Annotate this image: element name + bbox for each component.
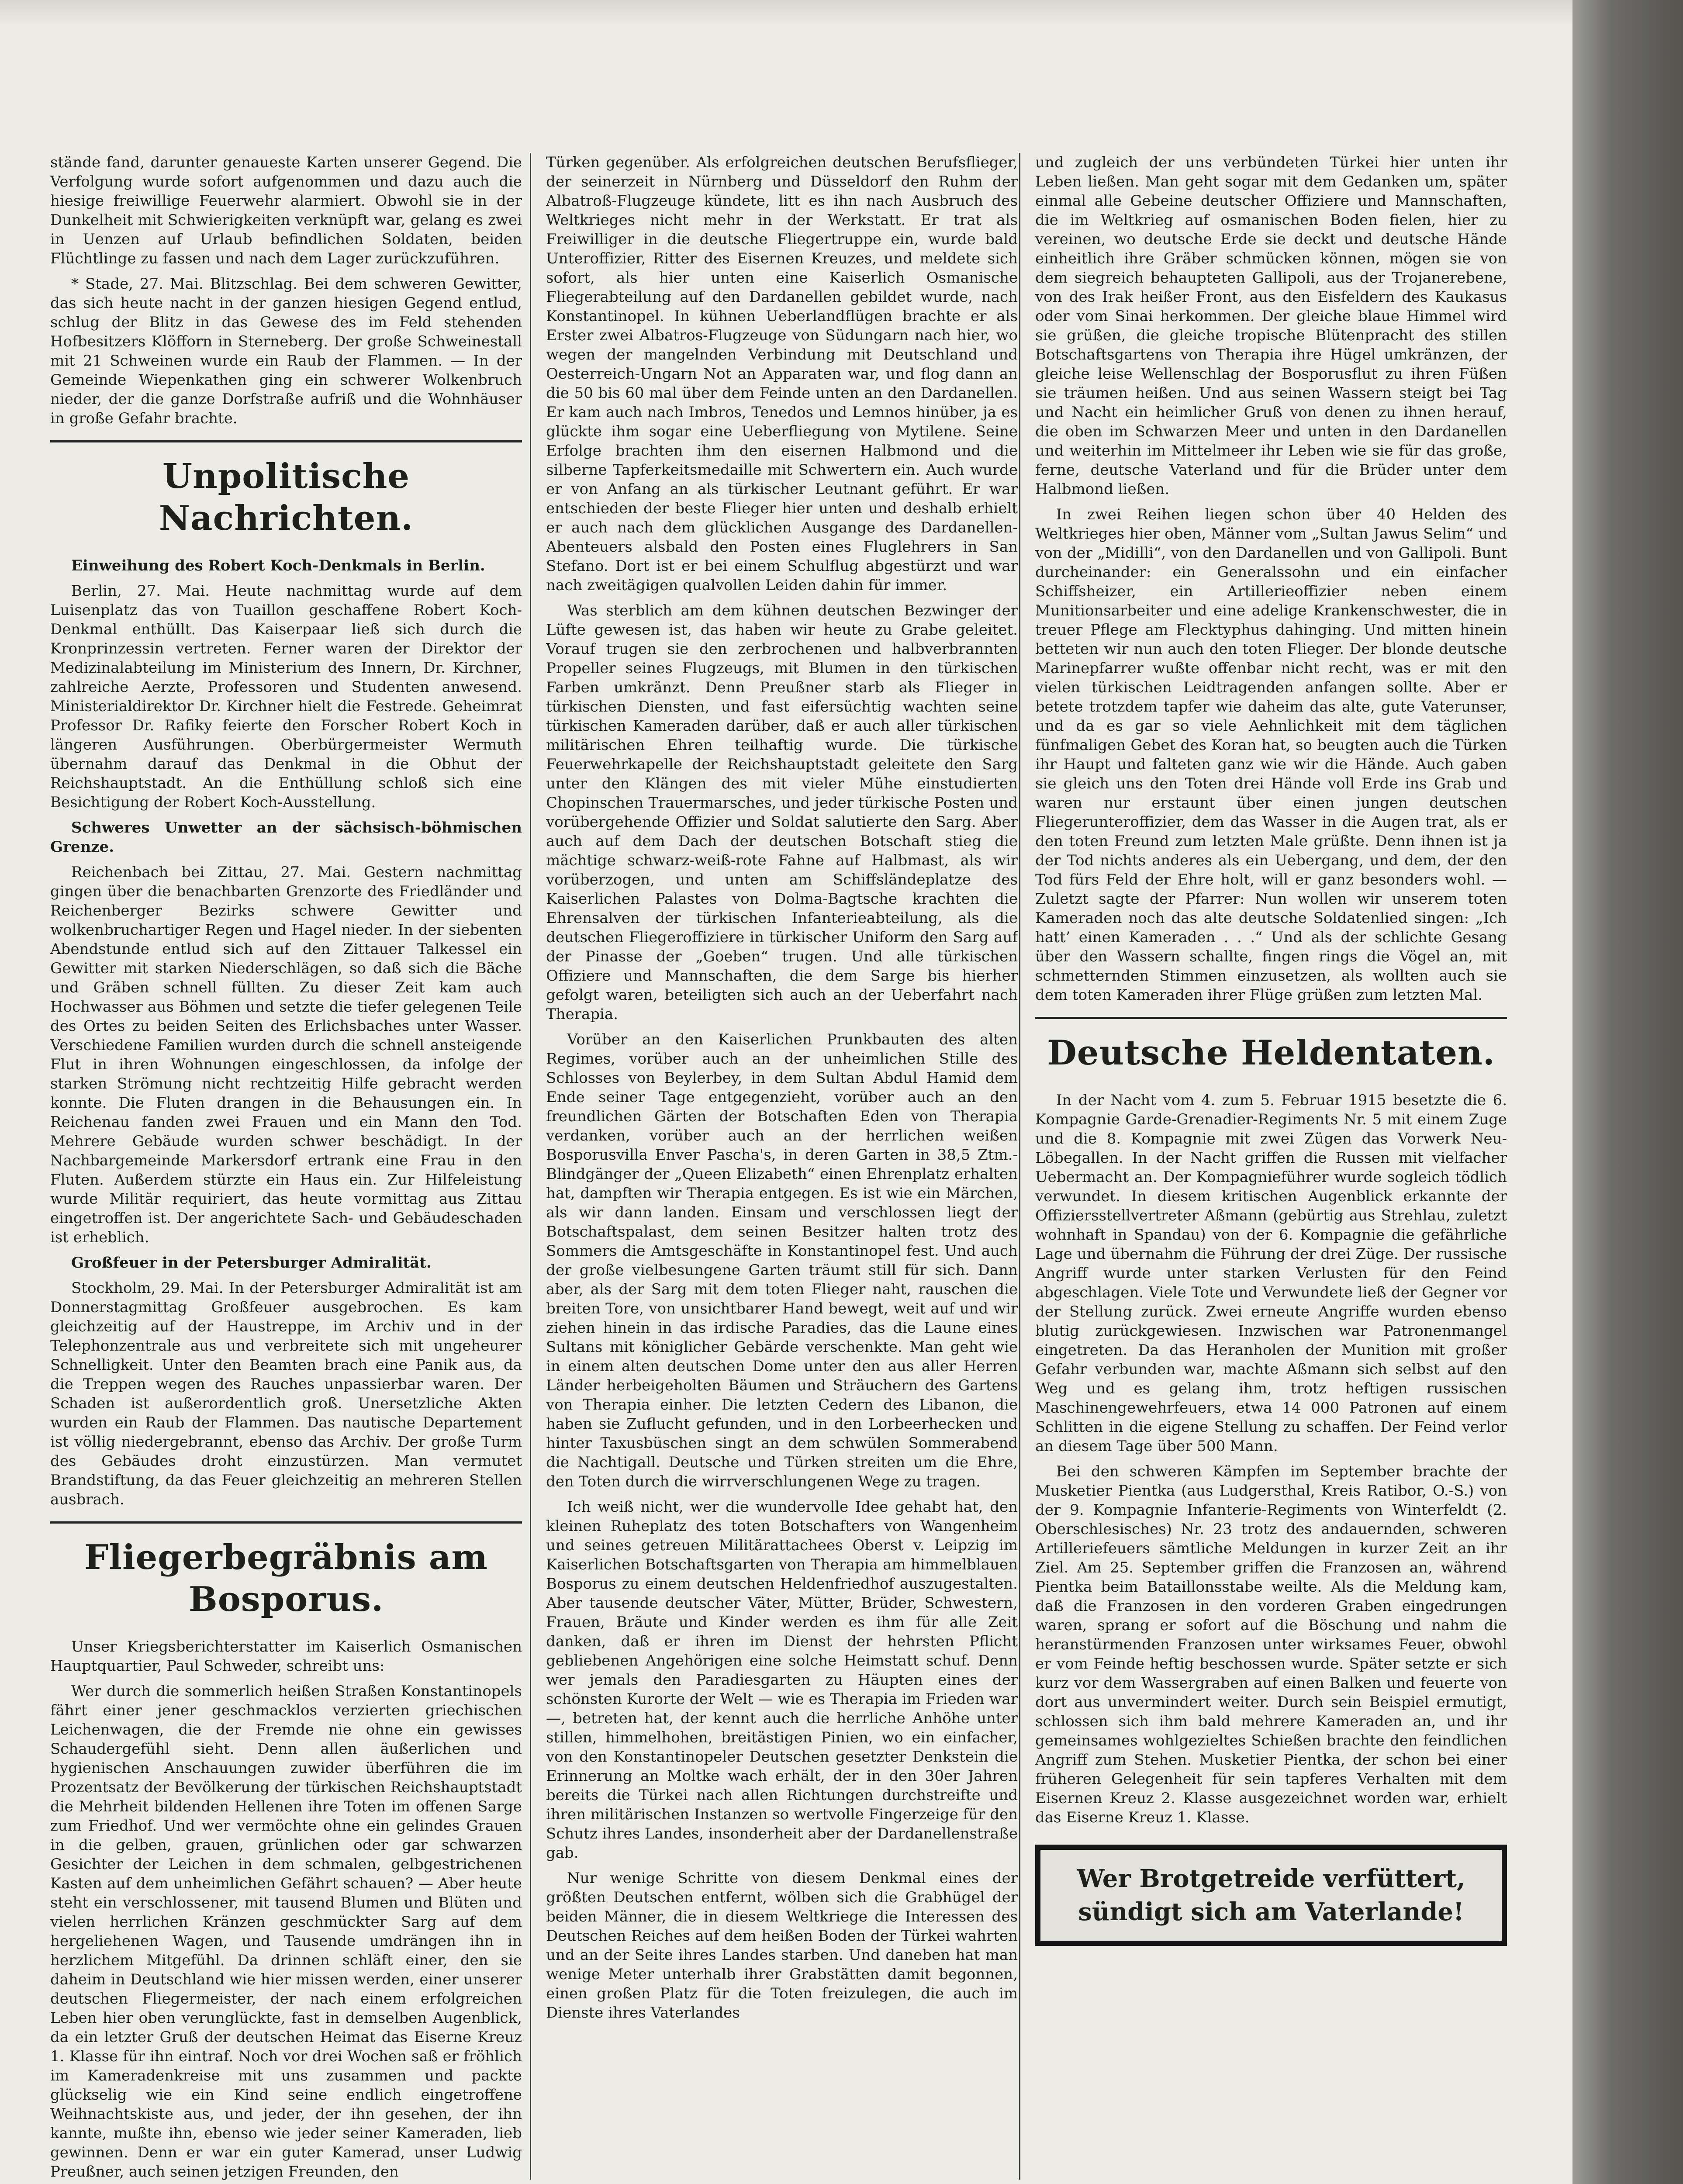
column-3 [1035, 153, 1507, 2184]
column-2 [546, 153, 1018, 2184]
column-rule-2 [1019, 153, 1020, 2180]
column-1 [50, 153, 522, 2184]
feuer-text: Stockholm, 29. Mai. In der Petersburger Admiralität ist am Donnerstagmittag Großfeuer ausgebrochen. Es kam gleichzeitig auf der Haustreppe, im Archiv und in der Telephonzentrale aus und verbreitete sich mit ungeheurer Schnelligkeit. Unter den Beamten brach eine Panik aus, da die Treppen wegen des Rauches unpassierbar waren. Der Schaden ist außerordentlich groß. Unersetzliche Akten wurden ein Raub der Flammen. Das nautische Departement ist völlig niedergebrannt, ebenso das Archiv. Der große Turm des Gebäudes droht einzustürzen. Man vermutet Brandstiftung, da das Feuer gleichzeitig an mehreren Stellen ausbrach. [50, 1279, 522, 1508]
section-heading-heldentaten: Deutsche Heldentaten. [1047, 1033, 1495, 1073]
heldentat-pientka: Bei den schweren Kämpfen im September brachte der Musketier Pientka (aus Ludgersthal, Kreis Ratibor, O.-S.) von der 9. Kompagnie Infanterie-Regiments von Winterfeldt (2. Oberschlesisches) Nr. 23 trotz des andauernden, schweren Artilleriefeuers sämtliche Meldungen in kurzer Zeit an ihr Ziel. Am 25. September griffen die Franzosen an, während Pientka beim Bataillonsstabe weilte. Als die Meldung kam, daß die Franzosen in den vorderen Graben eingedrungen waren, sprang er sofort auf die Böschung und nahm die heranstürmenden Franzosen unter wirksames Feuer, obwohl er vom Feinde heftig beschossen wurde. Später setzte er sich kurz vor dem Wassergraben auf einen Balken und feuerte von dort aus unvermindert weiter. Durch sein Beispiel ermutigt, schlossen sich ihm bald mehrere Kameraden an, und ihr gemeinsames wohlgezieltes Schießen brachte den feindlichen Angriff zum Stehen. Musketier Pientka, der schon bei einer früheren Gelegenheit für sein tapferes Verhalten mit dem Eisernen Kreuz 2. Klasse ausgezeichnet worden war, erhielt das Eiserne Kreuz 1. Klasse. [1035, 1463, 1507, 1826]
feuer-title: Großfeuer in der Petersburger Admiralität. [71, 1254, 432, 1272]
section-rule [50, 1521, 522, 1524]
flieger-intro: Unser Kriegsberichterstatter im Kaiserlich Osmanischen Hauptquartier, Paul Schweder, schreibt uns: [50, 1638, 522, 1675]
stade-report: * Stade, 27. Mai. Blitzschlag. Bei dem schweren Gewitter, das sich heute nacht in der ganzen hiesigen Gegend entlud, schlug der Blitz in das Gewese des im Feld stehenden Hofbesitzers Klöfforn in Sterneberg. Der große Schweinestall mit 21 Schweinen wurde ein Raub der Flammen. — In der Gemeinde Wiepenkathen ging ein schwerer Wolkenbruch nieder, der die ganze Dorfstraße aufriß und die Wohnhäuser in große Gefahr brachte. [50, 275, 522, 427]
section-rule [1035, 1017, 1507, 1019]
unwetter-text: Reichenbach bei Zittau, 27. Mai. Gestern nachmittag gingen über die benachbarten Grenzorte des Friedländer und Reichenberger Bezirks schwere Gewitter und wolkenbruchartiger Regen und Hagel nieder. In der siebenten Abendstunde entlud sich auf den Zittauer Talkessel ein Gewitter mit starken Niederschlägen, so daß sich die Bäche und Gräben schnell füllten. Zu dieser Zeit kam auch Hochwasser aus Böhmen und setzte die tiefer gelegenen Teile des Ortes zu beiden Seiten des Erlichsbaches unter Wasser. Verschiedene Familien wurden durch die schnell ansteigende Flut in ihren Wohnungen eingeschlossen, da infolge der starken Strömung nicht rechtzeitig Hilfe gebracht werden konnte. Die Fluten drangen in die Behausungen ein. In Reichenau fanden zwei Frauen und ein Mann den Tod. Mehrere Gebäude wurden schwer beschädigt. In der Nachbargemeinde Markersdorf ertrank eine Frau in den Fluten. Außerdem stürzte ein Haus ein. Zur Hilfeleistung wurde Militär requiriert, das heute vormittag aus Zittau eingetroffen ist. Der angerichtete Sach- und Gebäudeschaden ist erheblich. [50, 864, 522, 1246]
article-paragraph: Vorüber an den Kaiserlichen Prunkbauten des alten Regimes, vorüber auch an der unheimlichen Stille des Schlosses von Beylerbey, in dem Sultan Abdul Hamid dem Ende seiner Tage entgegenzieht, vorüber auch an den freundlichen Gärten der Botschaften Eden von Therapia verdanken, vorüber auch an der herrlichen weißen Bosporusvilla Enver Pascha's, in deren Garten in 38,5 Ztm.-Blindgänger der „Queen Elizabeth“ einen Ehrenplatz erhalten hat, dampften wir Therapia entgegen. Es ist wie ein Märchen, als wir dann landen. Einsam und verschlossen liegt der Botschaftspalast, dem seinen Besitzer halten trotz des Sommers die Amtsgeschäfte in Konstantinopel fest. Und auch der große vielbesungene Garten träumt still für sich. Dann aber, als der Sarg mit dem toten Flieger naht, rauschen die breiten Tore, von unsichtbarer Hand bewegt, weit auf und wir ziehen hinein in das irdische Paradies, das die Laune eines Sultans mit königlicher Gebärde verschenkte. Man geht wie in einem alten deutschen Dome unter den aus aller Herren Länder herbeigeholten Bäumen und Sträuchern des Gartens von Therapia einher. Die letzten Cedern des Libanon, die haben sie Zuflucht gefunden, und in den Lorbeerhecken und hinter Taxusbüschen singt an dem schwülen Sommerabend die Nachtigall. Deutsche und Türken streiten um die Ehre, den Toten durch die wirrverschlungenen Wege zu tragen. [546, 1031, 1018, 1490]
article-paragraph: Nur wenige Schritte von diesem Denkmal eines der größten Deutschen entfernt, wölben sich die Grabhügel der beiden Männer, die in diesem Weltkriege die Interessen des Deutschen Reiches auf dem heißen Boden der Türkei wahrten und an der Seite ihres Landes starben. Und daneben hat man wenige Meter unterhalb ihrer Grabstätten damit begonnen, einen großen Platz für die Toten freizulegen, die auch im Dienste ihres Vaterlandes [546, 1870, 1018, 2022]
unwetter-title: Schweres Unwetter an der sächsisch-böhmischen Grenze. [50, 819, 522, 856]
article-paragraph: Ich weiß nicht, wer die wundervolle Idee gehabt hat, den kleinen Ruheplatz des toten Botschafters von Wangenheim und seines getreuen Militärattachees Oberst v. Leipzig im Kaiserlichen Botschaftsgarten von Therapia am himmelblauen Bosporus zu einem deutschen Heldenfriedhof auszugestalten. Aber tausende deutscher Väter, Mütter, Brüder, Schwestern, Frauen, Bräute und Kinder werden es ihm für alle Zeit danken, daß er ihren im Dienst der hehrsten Pflicht gebliebenen Angehörigen eine solche Heimstatt schuf. Denn wer jemals den Paradiesgarten zu Häupten eines der schönsten Kurorte der Welt — wie es Therapia im Frieden war —, betreten hat, der kennt auch die herrliche Anhöhe unter stillen, himmelhohen, breitästigen Pinien, wo ein einfacher, von den Konstantinopeler Deutschen gesetzter Denkstein die Erinnerung an Moltke wach erhält, der in den 30er Jahren bereits die Türkei nach allen Richtungen durchstreifte und ihren militärischen Instanzen so wertvolle Fingerzeige für den Schutz ihres Landes, insonderheit aber der Dardanellenstraße gab. [546, 1498, 1018, 1862]
article-paragraph: In zwei Reihen liegen schon über 40 Helden des Weltkrieges hier oben, Männer vom „Sultan Jawus Selim“ und von der „Midilli“, von den Dardanellen und von Gallipoli. Bunt durcheinander: ein Generalssohn und ein einfacher Schiffsheizer, ein Artillerieoffizier neben einem Munitionsarbeiter und eine adelige Krankenschwester, die in treuer Pflege am Flecktyphus dahinging. Und mitten hinein betteten wir nun auch den toten Flieger. Der blonde deutsche Marinepfarrer wußte offenbar nicht recht, was er mit den vielen türkischen Leidtragenden anfangen sollte. Aber er betete trotzdem tapfer wie daheim das alte, gute Vaterunser, und da es gar so viele Aehnlichkeit mit dem täglichen fünfmaligen Gebet des Koran hat, so beugten auch die Türken ihr Haupt und falteten ganz wie wir die Hände. Auch gaben sie gleich uns den Toten drei Hände voll Erde ins Grab und waren nur erstaunt über einen jungen deutschen Fliegerunteroffizier, dem das Wasser in die Augen trat, als er den toten Freund zum letzten Male grüßte. Denn ihnen ist ja der Tod nichts anderes als ein Uebergang, und dem, der den Tod fürs Feld der Ehre holt, will er ganz besonders wohl. — Zuletzt sagte der Pfarrer: Nun wollen wir unserem toten Kameraden noch das alte deutsche Soldatenlied singen: „Ich hatt’ einen Kameraden . . .“ Und als der schlichte Gesang über den Wassern schallte, fingen rings die Vögel an, mit schmetternden Stimmen einzusetzen, als wollten auch sie dem toten Kameraden ihrer Flüge grüßen zum letzten Mal. [1035, 506, 1507, 1004]
continued-report: stände fand, darunter genaueste Karten unserer Gegend. Die Verfolgung wurde sofort aufgenommen und dazu auch die hiesige freiwillige Feuerwehr alarmiert. Obwohl sie in der Dunkelheit mit Schwierigkeiten verknüpft war, gelang es zwei in Uenzen auf Urlaub befindlichen Soldaten, beiden Flüchtlinge zu fassen und nach dem Lager zurückzuführen. [50, 154, 522, 267]
koch-text: Berlin, 27. Mai. Heute nachmittag wurde auf dem Luisenplatz das von Tuaillon geschaffene Robert Koch-Denkmal enthüllt. Das Kaiserpaar ließ sich durch die Kronprinzessin vertreten. Ferner waren der Direktor der Medizinalabteilung im Ministerium des Innern, Dr. Kirchner, zahlreiche Aerzte, Professoren und Studenten anwesend. Ministerialdirektor Dr. Kirchner hielt die Festrede. Geheimrat Professor Dr. Rafiky feierte den Forscher Robert Koch in längeren Ausführungen. Oberbürgermeister Wermuth übernahm darauf das Denkmal in die Obhut der Reichshauptstadt. An die Enthüllung schloß sich eine Besichtigung der Robert Koch-Ausstellung. [50, 582, 522, 811]
koch-title: Einweihung des Robert Koch-Denkmals in Berlin. [71, 557, 485, 574]
page-top-edge [0, 0, 1683, 26]
notice-line-2: sündigt sich am Vaterlande! [1078, 1897, 1464, 1926]
column-rule-1 [530, 153, 531, 2180]
article-paragraph: Türken gegenüber. Als erfolgreichen deutschen Berufsflieger, der seinerzeit in Nürnberg und Düsseldorf den Ruhm der Albatroß-Flugzeuge kündete, litt es ihn nach Ausbruch des Weltkrieges nicht mehr in der Werkstatt. Er trat als Freiwilliger in die deutsche Fliegertruppe ein, wurde bald Unteroffizier, Ritter des Eisernen Kreuzes, und meldete sich sofort, als hier unten eine Kaiserlich Osmanische Fliegerabteilung auf den Dardanellen gebildet wurde, nach Konstantinopel. In kühnen Ueberlandflügen brachte er als Erster zwei Albatros-Flugzeuge von Südungarn nach hier, wo wegen der mangelnden Verbindung mit Deutschland und Oesterreich-Ungarn Not an Apparaten war, und flog dann an die 50 bis 60 mal über dem Feinde unten an den Dardanellen. Er kam auch nach Imbros, Tenedos und Lemnos hinüber, ja es glückte ihm sogar eine Ueberfliegung von Mytilene. Seine Erfolge brachten ihm den eisernen Halbmond und die silberne Tapferkeitsmedaille mit Schwertern ein. Auch wurde er von Anfang an als türkischer Leutnant geführt. Er war entschieden der beste Flieger hier unten und deshalb erhielt er auch nach dem glücklichen Ausgange des Dardanellen-Abenteuers alsbald den Posten eines Fluglehrers in San Stefano. Dort ist er bei einem Schulflug abgestürzt und war nach zweitägigen qualvollen Leiden dahin für immer. [546, 154, 1018, 594]
notice-line-1: Wer Brotgetreide verfüttert, [1077, 1864, 1465, 1893]
section-rule [50, 440, 522, 442]
heldentat-assmann: In der Nacht vom 4. zum 5. Februar 1915 besetzte die 6. Kompagnie Garde-Grenadier-Regiments Nr. 5 mit einem Zuge und die 8. Kompagnie mit zwei Zügen das Vorwerk Neu-Löbegallen. In der Nacht griffen die Russen mit vielfacher Uebermacht an. Der Kompagnieführer wurde sogleich tödlich verwundet. In diesem kritischen Augenblick erkannte der Offiziersstellvertreter Aßmann (gebürtig aus Strehlau, zuletzt wohnhaft in Spandau) von der 6. Kompagnie die gefährliche Lage und übernahm die Führung der drei Züge. Der russische Angriff wurde unter starken Verlusten für den Feind abgeschlagen. Viele Tote und Verwundete ließ der Gegner vor der Stellung zurück. Zwei erneute Angriffe wurden ebenso blutig zurückgewiesen. Inzwischen war Patronenmangel eingetreten. Da das Heranholen der Munition mit großer Gefahr verbunden war, machte Aßmann sich selbst auf den Weg und es gelang ihm, trotz heftigen russischen Maschinengewehrfeuers, etwa 14 000 Patronen auf einem Schlitten in die eigene Stellung zu schaffen. Der Feind verlor an diesem Tage über 500 Mann. [1035, 1092, 1507, 1455]
flieger-text: Wer durch die sommerlich heißen Straßen Konstantinopels fährt einer jener geschmacklos verzierten griechischen Leichenwagen, die der Fremde nie ohne ein gewisses Schaudergefühl sieht. Denn allen äußerlichen und hygienischen Anschauungen zuwider überführen die im Prozentsatz der Bevölkerung der türkischen Reichshauptstadt die Mehrheit bildenden Hellenen ihre Toten im offenen Sarge zum Friedhof. Und wer vermöchte ohne ein gelindes Grauen in die gelben, grauen, grünlichen oder gar schwarzen Gesichter der Leichen in dem schmalen, gelbgestrichenen Kasten auf dem unheimlichen Gefährt schauen? — Aber heute steht ein verschlossener, mit tausend Blumen und Blüten und vielen herrlichen Kränzen geschmückter Sarg auf dem hergeliehenen Wagen, und Tausende umdrängen ihn in herzlichem Mitgefühl. Da drinnen schläft einer, den sie daheim in Deutschland wie hier missen werden, einer unserer deutschen Fliegermeister, der nach einem erfolgreichen Leben hier oben verunglückte, fast in demselben Augenblick, da ein letzter Gruß der deutschen Heimat das Eiserne Kreuz 1. Klasse für ihn eintraf. Noch vor drei Wochen saß er fröhlich im Kameradenkreise mit uns zusammen und packte glückselig wie ein Kind seine endlich eingetroffene Weihnachtskiste aus, und jeder, der ihn gesehen, der ihn kannte, mußte ihn, ebenso wie jeder seiner Kameraden, lieb gewinnen. Denn er war ein guter Kamerad, unser Ludwig Preußner, auch seinen jetzigen Freunden, den [50, 1683, 522, 2181]
page-right-edge [1572, 0, 1683, 2184]
brotgetreide-notice [1035, 1845, 1507, 1946]
article-paragraph: und zugleich der uns verbündeten Türkei hier unten ihr Leben ließen. Man geht sogar mit dem Gedanken um, später einmal alle Gebeine deutscher Offiziere und Mannschaften, die im Weltkrieg auf osmanischen Boden fielen, hier zu vereinen, wo deutsche Erde sie deckt und deutsche Hände einheitlich ihre Gräber schmücken können, mögen sie von dem siegreich behaupteten Gallipoli, aus der Trojanerebene, von des Irak heißer Front, aus den Eisfeldern des Kaukasus oder vom Sinai herkommen. Der gleiche blaue Himmel wird sie grüßen, die gleiche tropische Blütenpracht des stillen Botschaftsgartens von Therapia ihre Hügel umkränzen, der gleiche leise Wellenschlag der Bosporusflut zu ihren Füßen sie träumen heißen. Und aus seinen Wassern steigt bei Tag und Nacht ein heimlicher Gruß von denen zu ihnen herauf, die oben im Schwarzen Meer und unten in den Dardanellen und weiterhin im Mittelmeer ihr Leben wie sie für das große, ferne, deutsche Vaterland und für die Brüder unter dem Halbmond ließen. [1035, 154, 1507, 498]
article-paragraph: Was sterblich am dem kühnen deutschen Bezwinger der Lüfte gewesen ist, das haben wir heute zu Grabe geleitet. Vorauf trugen sie den zerbrochenen und halbverbrannten Propeller seines Flugzeugs, mit Blumen in den türkischen Farben umkränzt. Denn Preußner starb als Flieger in türkischen Diensten, und fast eifersüchtig wachten seine türkischen Kameraden darüber, daß er auch aller türkischen militärischen Ehren teilhaftig wurde. Die türkische Feuerwehrkapelle der Reichshauptstadt geleitete den Sarg unter den Klängen des mit vieler Mühe einstudierten Chopinschen Trauermarsches, und jeder türkische Posten und vorübergehende Offizier und Soldat salutierte den Sarg. Aber auch auf dem Dach der deutschen Botschaft stieg die mächtige schwarz-weiß-rote Fahne auf Halbmast, als wir vorüberzogen, und unten am Schiffsländeplatze des Kaiserlichen Palastes von Dolma-Bagtsche krachten die Ehrensalven der türkischen Infanterieabteilung, als die deutschen Fliegeroffiziere in türkischer Uniform den Sarg auf der Pinasse der „Goeben“ trugen. Und alle türkischen Offiziere und Mannschaften, die dem Sarge bis hierher gefolgt waren, beteiligten sich auch an der Ueberfahrt nach Therapia. [546, 602, 1018, 1023]
section-heading-fliegerbegraebnis: Fliegerbegräbnis am Bosporus. [84, 1538, 488, 1619]
section-heading-unpolitische: Unpolitische Nachrichten. [159, 456, 414, 538]
